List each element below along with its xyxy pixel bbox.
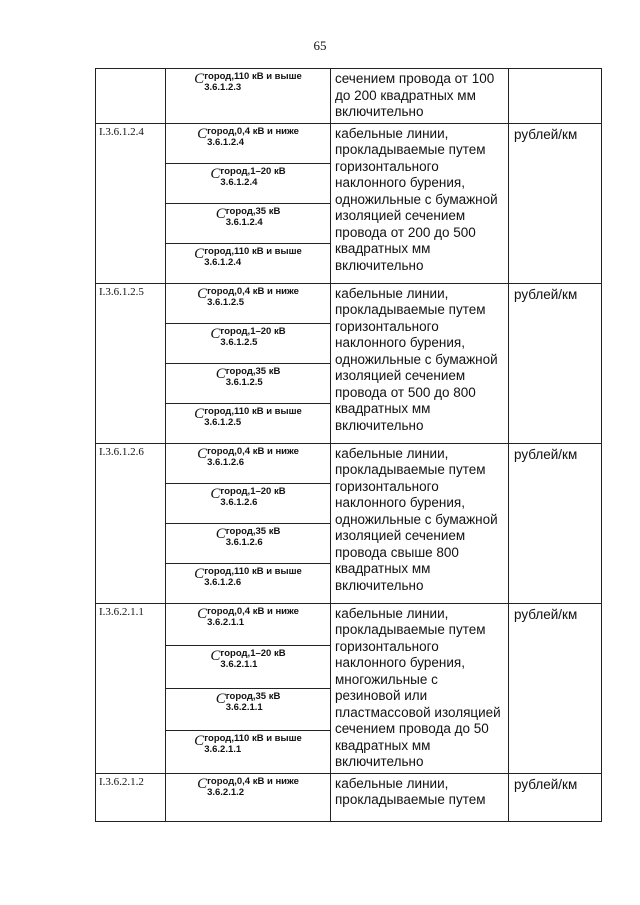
formula-c-letter: C [194,71,205,87]
rate-symbol [166,123,331,163]
rate-formula [194,407,302,428]
formula-superscript: город,1–20 кВ [220,165,286,177]
rate-description: сечением провода от 100 до 200 квадратных мм включительно [331,69,509,124]
formula-indices [220,649,285,670]
formula-subscript: 3.6.2.1.1 [207,616,245,628]
formula-c-letter: C [197,605,208,622]
formula-indices [204,734,302,755]
formula-subscript: 3.6.1.2.5 [207,296,245,308]
rate-formula [194,734,302,755]
formula-c-letter: C [210,165,221,182]
rate-symbol [166,323,331,363]
formula-c-letter: C [194,245,205,262]
rate-symbol [166,646,331,689]
rates-table [95,68,602,822]
formula-c-letter: C [215,525,226,542]
formula-subscript: 3.6.2.1.1 [204,744,242,755]
formula-indices [207,777,299,798]
formula-indices [204,407,302,428]
formula-superscript: город,35 кВ [225,365,281,377]
formula-c-letter: C [194,733,205,749]
formula-c-letter: C [197,285,208,302]
rate-symbol [166,243,331,283]
rates-table-body [96,69,602,822]
formula-superscript: город,0,4 кВ и ниже [207,125,299,137]
rate-unit: рублей/км [509,123,602,283]
formula-c-letter: C [215,205,226,222]
rate-formula [210,327,285,348]
formula-subscript: 3.6.1.2.5 [220,336,258,348]
rate-formula [216,367,281,388]
rate-symbol [166,603,331,646]
formula-indices [204,567,302,588]
formula-c-letter: C [210,325,221,342]
formula-superscript: город,110 кВ и выше [204,405,302,417]
rate-formula [210,167,285,188]
table-row [96,773,602,821]
rate-symbol [166,163,331,203]
rate-symbol [166,443,331,483]
formula-superscript: город,0,4 кВ и ниже [207,775,299,787]
rate-symbol [166,203,331,243]
table-row [96,69,602,124]
rate-description: кабельные линии, прокладываемые путем горизонтального наклонного бурения, одножильные с бумажной изоляцией сечением провода от 500 до 800 квадратных мм включительно [331,283,509,443]
formula-superscript: город,0,4 кВ и ниже [207,285,299,297]
rate-code: I.3.6.1.2.6 [96,443,166,603]
rate-symbol [166,69,331,124]
formula-subscript: 3.6.2.1.2 [207,786,245,798]
rate-formula [194,72,302,93]
formula-indices [207,607,299,628]
formula-indices [220,167,285,188]
formula-c-letter: C [210,648,221,664]
table-row [96,123,602,163]
formula-indices [207,287,299,308]
formula-c-letter: C [194,565,205,582]
formula-superscript: город,35 кВ [225,690,281,702]
formula-superscript: город,1–20 кВ [220,648,286,659]
formula-c-letter: C [197,445,208,462]
formula-subscript: 3.6.1.2.4 [204,256,242,268]
formula-superscript: город,110 кВ и выше [204,565,302,577]
rate-unit: рублей/км [509,603,602,773]
formula-subscript: 3.6.1.2.3 [204,82,242,93]
rate-unit: рублей/км [509,283,602,443]
rate-unit: рублей/км [509,443,602,603]
formula-indices [207,127,299,148]
rate-symbol [166,523,331,563]
rate-formula [197,287,299,308]
formula-superscript: город,110 кВ и выше [204,71,302,82]
rate-description: кабельные линии, прокладываемые путем [331,773,509,821]
formula-subscript: 3.6.1.2.5 [225,376,263,388]
formula-superscript: город,110 кВ и выше [204,245,302,257]
formula-subscript: 3.6.1.2.6 [204,576,242,588]
rate-description: кабельные линии, прокладываемые путем горизонтального наклонного бурения, одножильные с бумажной изоляцией сечением провода от 200 до 500 квадратных мм включительно [331,123,509,283]
rate-code [96,69,166,124]
formula-indices [226,207,281,228]
rate-symbol [166,773,331,821]
rate-formula [197,777,299,798]
formula-indices [204,72,302,93]
rate-formula [197,447,299,468]
rate-formula [194,567,302,588]
rate-formula [216,207,281,228]
rate-symbol [166,283,331,323]
formula-superscript: город,35 кВ [225,205,281,217]
page-number: 65 [313,38,327,53]
rate-symbol [166,483,331,523]
formula-indices [207,447,299,468]
formula-indices [220,487,285,508]
rate-formula [216,692,281,713]
rate-description: кабельные линии, прокладываемые путем горизонтального наклонного бурения, многожильные с резиновой или пластмассовой изоляцией сечением провода до 50 квадратных мм включительно [331,603,509,773]
rate-formula [216,527,281,548]
formula-subscript: 3.6.1.2.4 [220,176,258,188]
formula-c-letter: C [197,125,208,142]
formula-subscript: 3.6.2.1.1 [225,701,263,713]
rate-unit: рублей/км [509,773,602,821]
rate-code: I.3.6.1.2.5 [96,283,166,443]
rate-symbol [166,688,331,731]
formula-superscript: город,35 кВ [225,525,281,537]
rate-description: кабельные линии, прокладываемые путем горизонтального наклонного бурения, одножильные с бумажной изоляцией сечением провода свыше 800 квадратных мм включительно [331,443,509,603]
formula-c-letter: C [194,405,205,422]
formula-subscript: 3.6.1.2.5 [204,416,242,428]
rate-unit [509,69,602,124]
formula-subscript: 3.6.1.2.6 [220,496,258,508]
table-row [96,443,602,483]
formula-superscript: город,1–20 кВ [220,325,286,337]
formula-c-letter: C [197,775,208,792]
formula-c-letter: C [215,365,226,382]
formula-indices [226,367,281,388]
rate-symbol [166,563,331,603]
rate-code: I.3.6.2.1.2 [96,773,166,821]
formula-subscript: 3.6.1.2.4 [207,136,245,148]
formula-indices [204,247,302,268]
formula-subscript: 3.6.1.2.6 [207,456,245,468]
rate-code: I.3.6.1.2.4 [96,123,166,283]
rate-symbol [166,363,331,403]
table-row [96,283,602,323]
rate-code: I.3.6.2.1.1 [96,603,166,773]
rate-symbol [166,403,331,443]
rate-formula [210,649,285,670]
formula-c-letter: C [215,690,226,707]
rate-formula [194,247,302,268]
table-row [96,603,602,646]
rate-formula [197,607,299,628]
formula-superscript: город,0,4 кВ и ниже [207,605,299,617]
formula-subscript: 3.6.1.2.6 [225,536,263,548]
formula-c-letter: C [210,485,221,502]
formula-indices [226,527,281,548]
formula-indices [226,692,281,713]
rate-formula [197,127,299,148]
formula-subscript: 3.6.1.2.4 [225,216,263,228]
rate-formula [210,487,285,508]
formula-superscript: город,1–20 кВ [220,485,286,497]
formula-superscript: город,110 кВ и выше [204,733,302,744]
rate-symbol [166,731,331,774]
formula-indices [220,327,285,348]
formula-subscript: 3.6.2.1.1 [220,659,258,670]
formula-superscript: город,0,4 кВ и ниже [207,445,299,457]
